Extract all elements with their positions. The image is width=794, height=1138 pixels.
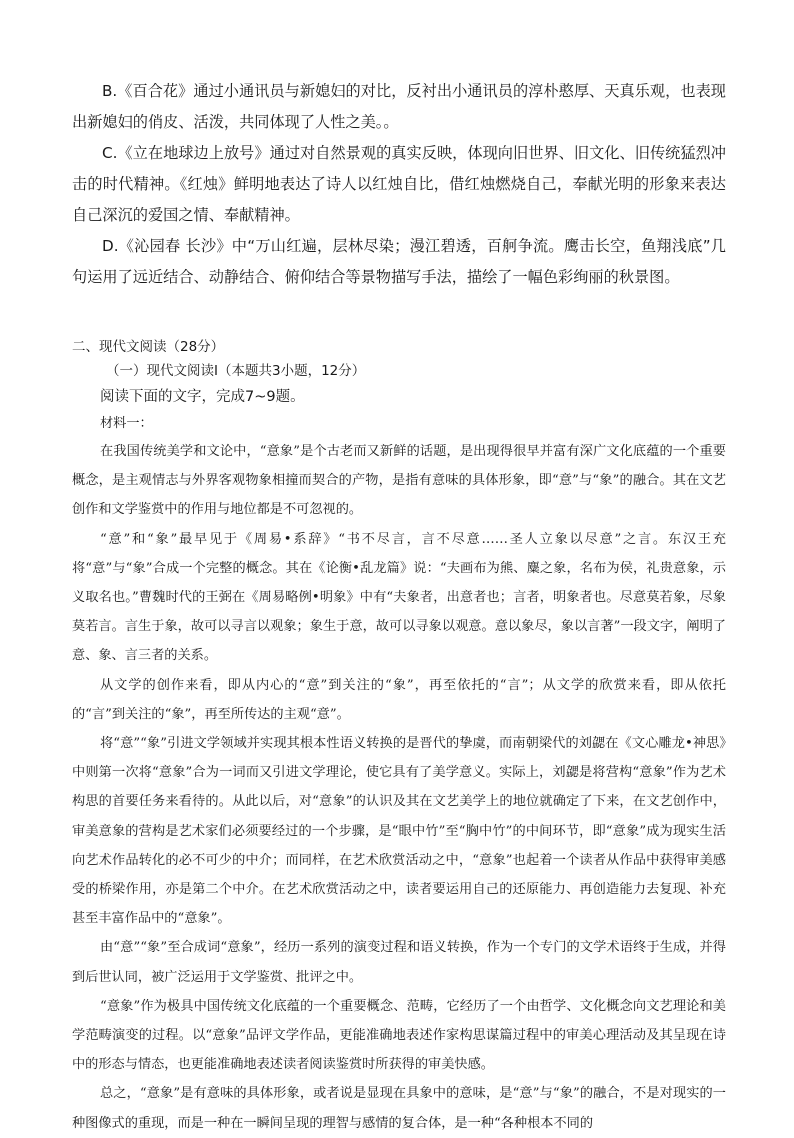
option-d: D.《沁园春 长沙》中“万山红遍，层林尽染；漫江碧透，百舸争流。鹰击长空，鱼翔浅底”几句运用了远近结合、动静结合、俯仰结合等景物描写手法，描绘了一幅色彩绚丽的秋景图。 <box>72 237 726 286</box>
reading-instruction: 阅读下面的文字，完成7~9题。 <box>100 389 305 405</box>
paragraph-2: “意”和“象”最早见于《周易•系辞》“书不尽言，言不尽意……圣人立象以尽意”之言。东汉王充将“意”与“象”合成一个完整的概念。其在《论衡•乱龙篇》说：“夫画布为熊、麋之象，名布为侯，礼贵意象，示义取名也。”曹魏时代的王弼在《周易略例•明象》中有“夫象者，出意者也；言者，明象者也。尽意莫若象，尽象莫若言。言生于象，故可以寻言以观象；象生于意，故可以寻象以观意。意以象尽，象以言著”一段文字，阐明了意、象、言三者的关系。 <box>72 531 726 664</box>
paragraph-4: 将“意”“象”引进文学领域并实现其根本性语义转换的是晋代的挚虞，而南朝梁代的刘勰在《文心雕龙•神思》中则第一次将“意象”合为一词而又引进文学理论，使它具有了美学意义。实际上，刘勰是将营构“意象”作为艺术构思的首要任务来看待的。从此以后，对“意象”的认识及其在文艺美学上的地位就确定了下来，在文艺创作中，审美意象的营构是艺术家们必须要经过的一个步骤，是“眼中竹”至“胸中竹”的中间环节，即“意象”成为现实生活向艺术作品转化的必不可少的中介；而同样，在艺术欣赏活动之中，“意象”也起着一个读者从作品中获得审美感受的桥梁作用，亦是第二个中介。在艺术欣赏活动之中，读者要运用自己的还原能力、再创造能力去复现、补充甚至丰富作品中的“意象”。 <box>72 736 726 927</box>
paragraph-6: “意象”作为极具中国传统文化底蕴的一个重要概念、范畴，它经历了一个由哲学、文化概念向文艺理论和美学范畴演变的过程。以“意象”品评文学作品，更能准确地表述作家构思谋篇过程中的审美心理活动及其呈现在诗中的形态与情态，也更能准确地表述读者阅读鉴赏时所获得的审美快感。 <box>72 998 726 1073</box>
section-gap <box>72 293 726 335</box>
option-b: B.《百合花》通过小通讯员与新媳妇的对比，反衬出小通讯员的淳朴憨厚、天真乐观，也表现出新媳妇的俏皮、活泼，共同体现了人性之美。。 <box>72 82 726 131</box>
paragraph-7: 总之，“意象”是有意味的具体形象，或者说是显现在具象中的意味，是“意”与“象”的融合，不是对现实的一种图像式的重现，而是一种在一瞬间呈现的理智与感情的复合体，是一种“各种根本不同的 <box>72 1086 726 1131</box>
material-label: 材料一： <box>100 416 153 431</box>
section-title: 二、现代文阅读（28分） <box>72 339 225 355</box>
sub-section-title: （一）现代文阅读Ⅰ（本题共3小题，12分） <box>106 363 366 379</box>
option-c: C.《立在地球边上放号》通过对自然景观的真实反映，体现向旧世界、旧文化、旧传统猛烈冲击的时代精神。《红烛》鲜明地表达了诗人以红烛自比，借红烛燃烧自己，奉献光明的形象来表达自己深沉的爱国之情、奉献精神。 <box>72 144 726 224</box>
paragraph-1: 在我国传统美学和文论中，“意象”是个古老而又新鲜的话题，是出现得很早并富有深广文化底蕴的一个重要概念，是主观情志与外界客观物象相撞而契合的产物，是指有意味的具体形象，即“意”与“象”的融合。其在文艺创作和文学鉴赏中的作用与地位都是不可忽视的。 <box>72 444 726 518</box>
paragraph-3: 从文学的创作来看，即从内心的“意”到关注的“象”，再至依托的“言”；从文学的欣赏来看，即从依托的“言”到关注的“象”，再至所传达的主观“意”。 <box>72 677 726 722</box>
paragraph-5: 由“意”“象”至合成词“意象”，经历一系列的演变过程和语义转换，作为一个专门的文学术语终于生成，并得到后世认同，被广泛运用于文学鉴赏、批评之中。 <box>72 940 726 985</box>
